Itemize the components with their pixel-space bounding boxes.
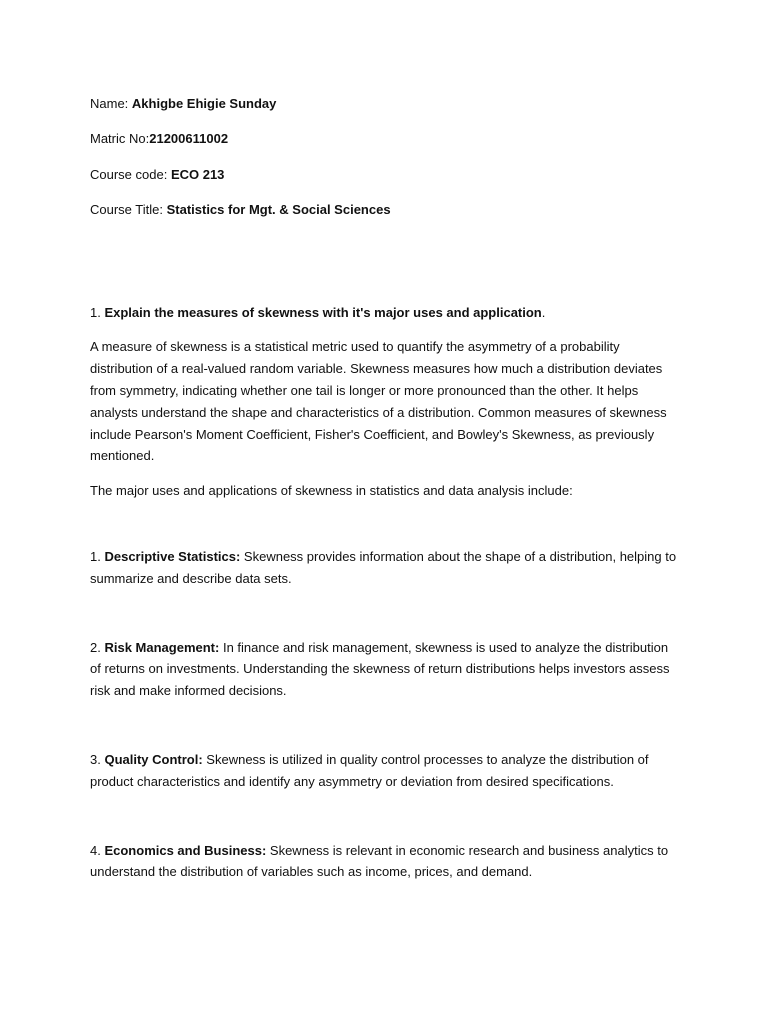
uses-intro-paragraph: The major uses and applications of skewness in statistics and data analysis include: — [90, 483, 573, 499]
question-number: 1. — [90, 304, 105, 320]
list-item-risk-management — [90, 637, 680, 702]
list-item-title: Descriptive Statistics: — [104, 549, 241, 565]
question-end: . — [541, 304, 546, 320]
matric-number: 21200611002 — [149, 131, 229, 147]
list-item-economics-business — [90, 840, 680, 884]
list-item-text: Skewness is relevant in economic research and business analytics to understand the distribution of variables such as income, prices, and demand. — [90, 842, 669, 880]
name-label: Name: — [90, 96, 132, 111]
list-item-title: Economics and Business: — [104, 842, 267, 858]
list-item-quality-control — [90, 749, 680, 793]
list-item-text: Skewness provides information about the shape of a distribution, helping to summarize and describe data sets. — [90, 549, 677, 586]
list-item-text: In finance and risk management, skewness is used to analyze the distribution of returns on investments. Understanding the skewness of return distributions helps investors assess risk and make informed decisions. — [90, 639, 670, 699]
course-code: ECO 213 — [170, 166, 225, 182]
student-name-line — [90, 93, 680, 115]
list-item-text: Skewness is utilized in quality control processes to analyze the distribution of product characteristics and identify any asymmetry or deviation from desired specifications. — [90, 752, 649, 789]
list-item-number: 3. — [90, 752, 105, 768]
matric-label: Matric No: — [90, 131, 150, 147]
course-code-label: Course code: — [90, 166, 171, 182]
list-item-descriptive-statistics — [90, 546, 680, 590]
course-title: Statistics for Mgt. & Social Sciences — [166, 201, 391, 217]
question-heading — [90, 302, 680, 324]
course-title-label: Course Title: — [90, 201, 167, 217]
student-name: Akhigbe Ehigie Sunday — [131, 96, 277, 111]
question-text: Explain the measures of skewness with it's major uses and application — [104, 304, 542, 320]
list-item-number: 4. — [90, 842, 105, 858]
list-item-number: 1. — [90, 549, 105, 565]
list-item-number: 2. — [90, 639, 105, 655]
course-code-line — [90, 164, 680, 186]
definition-paragraph: A measure of skewness is a statistical metric used to quantify the asymmetry of a probability distribution of a real-valued random variable. Skewness measures how much a distribution deviates from symmetry, indicating whether one tail is longer or more pronounced than the other. It helps analysts understand the shape and characteristics of a distribution. Common measures of skewness include Pearson's Moment Coefficient, Fisher's Coefficient, and Bowley's Skewness, as previously mentioned. — [90, 339, 667, 464]
matric-number-line — [90, 128, 680, 150]
course-title-line — [90, 199, 680, 221]
list-item-title: Risk Management: — [104, 639, 220, 655]
list-item-title: Quality Control: — [104, 752, 203, 768]
document-page — [90, 93, 680, 930]
